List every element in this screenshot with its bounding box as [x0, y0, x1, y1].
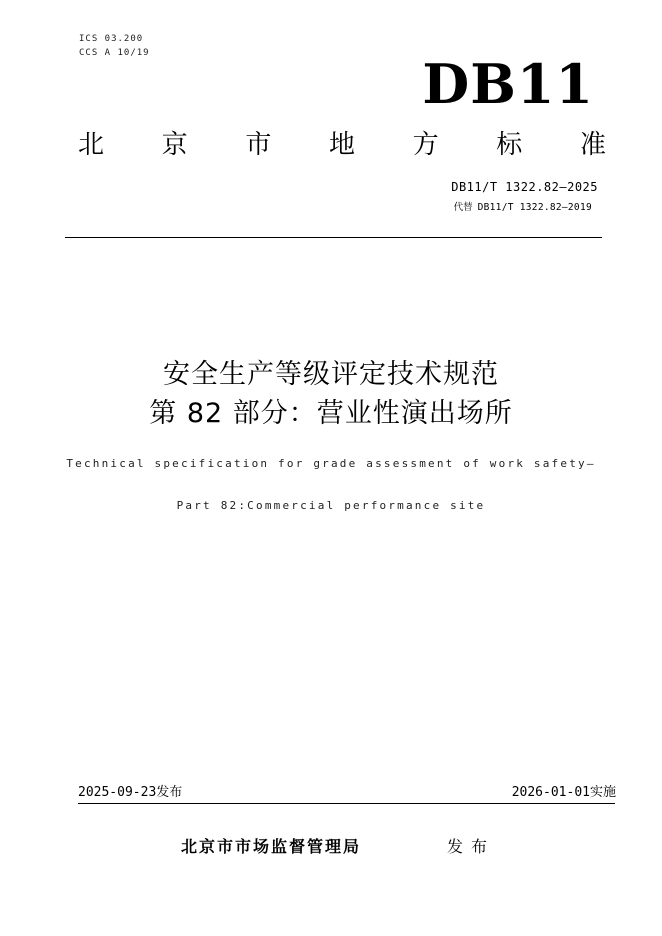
standard-type-char: 地 — [328, 130, 355, 160]
title-en-line1: Technical specification for grade assessment of work safety— — [66, 457, 596, 470]
title-cn-line1: 安全生产等级评定技术规范 — [163, 359, 499, 390]
replaces-label: 代替 — [453, 202, 473, 213]
ccs-code: CCS A 10/19 — [79, 48, 150, 58]
standard-type-char: 京 — [161, 130, 188, 160]
replaces-line — [454, 201, 592, 215]
replaces-number: DB11/T 1322.82—2019 — [477, 202, 592, 213]
implement-date-line — [512, 784, 616, 802]
issuer-action: 发布 — [447, 837, 496, 856]
ics-code: ICS 03.200 — [79, 34, 144, 44]
standard-type-char: 市 — [245, 130, 272, 160]
issuer-name: 北京市市场监督管理局 — [181, 837, 362, 856]
implement-date: 2026-01-01 — [511, 785, 590, 800]
implement-label: 实施 — [589, 785, 616, 800]
db11-logo: DB11 — [422, 52, 594, 116]
footer-divider — [78, 803, 615, 804]
publish-date: 2025-09-23 — [78, 785, 157, 800]
standard-type-char: 标 — [496, 130, 523, 160]
standard-number: DB11/T 1322.82—2025 — [451, 180, 598, 194]
title-cn-line2: 第 82 部分：营业性演出场所 — [149, 398, 513, 429]
publish-date-line — [78, 784, 182, 802]
standard-type-char: 方 — [412, 130, 439, 160]
title-en-line2: Part 82:Commercial performance site — [176, 499, 486, 512]
standard-type-char: 准 — [579, 130, 606, 160]
standard-type-char: 北 — [78, 130, 105, 160]
header-divider — [65, 237, 602, 238]
publish-label: 发布 — [156, 785, 183, 800]
standard-type — [78, 128, 606, 162]
